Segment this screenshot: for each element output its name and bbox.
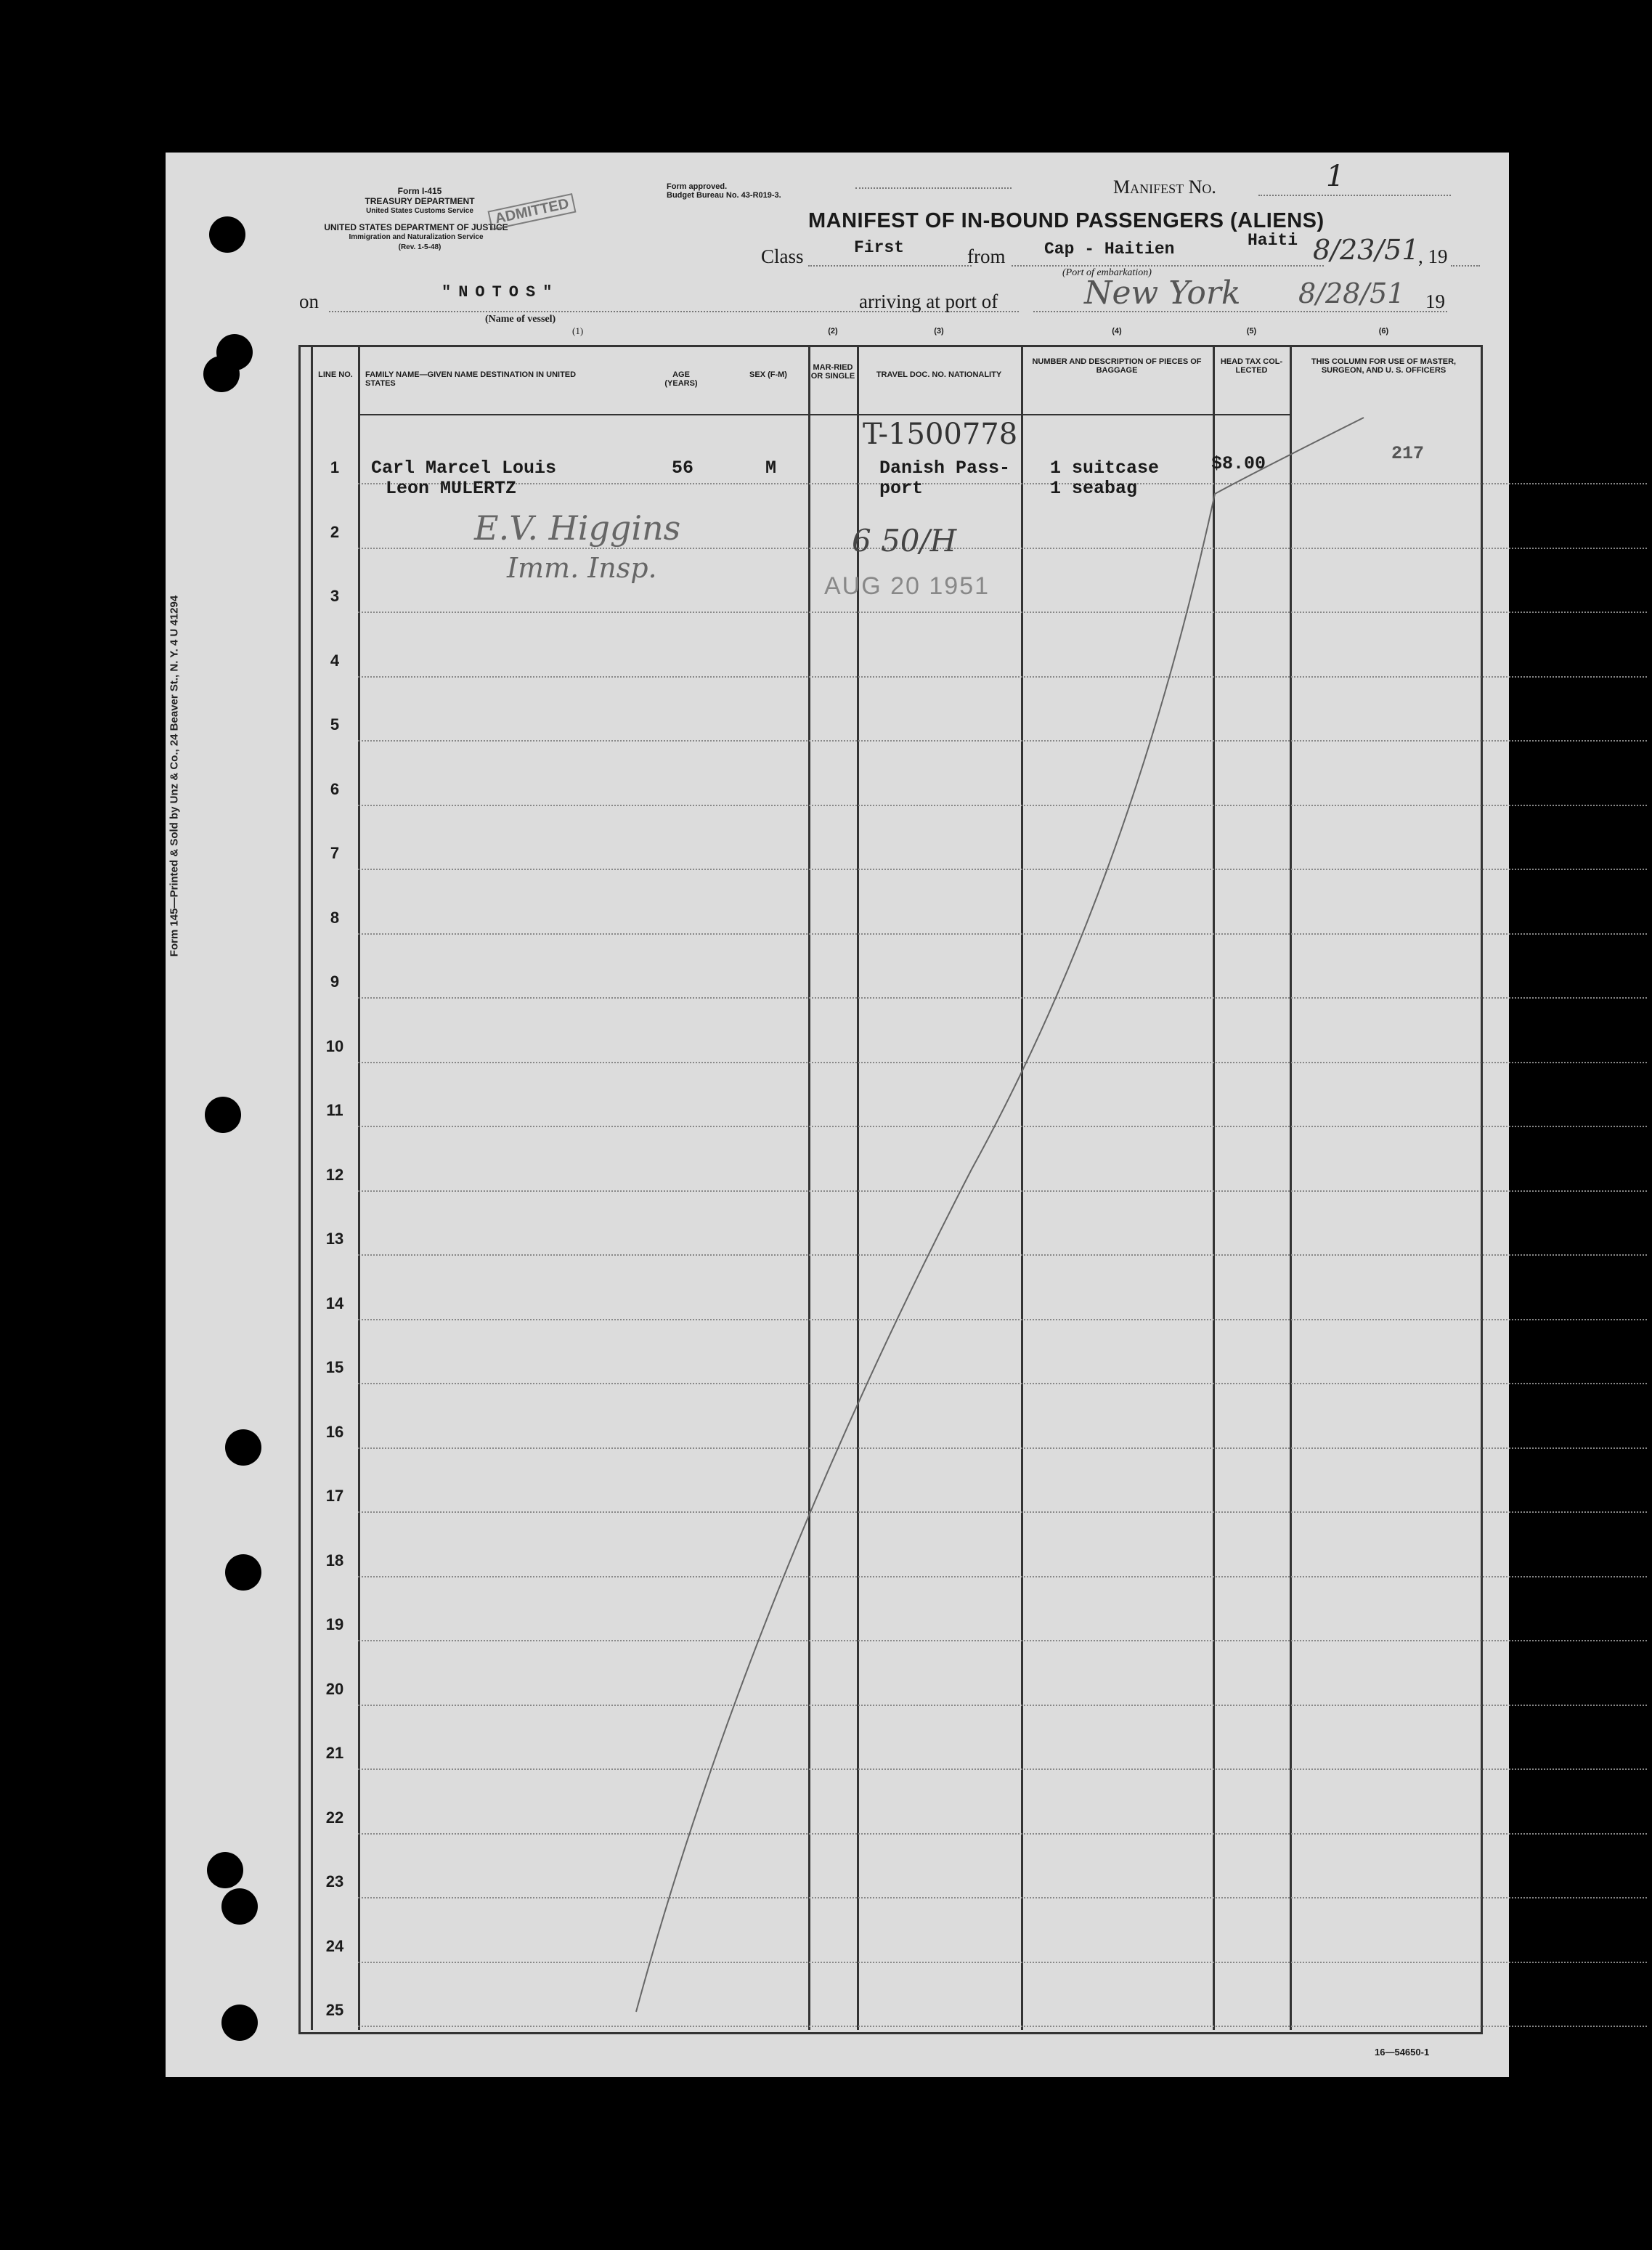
- vessel-caption: (Name of vessel): [485, 314, 556, 325]
- date-stamp: AUG 20 1951: [824, 572, 990, 600]
- col-num-2: (2): [828, 327, 838, 336]
- punch-hole: [203, 356, 240, 392]
- manifest-sheet: [166, 153, 1509, 2077]
- passenger-sex: M: [765, 458, 777, 479]
- col-header-baggage: NUMBER AND DESCRIPTION OF PIECES OF BAGGAGE: [1032, 357, 1202, 375]
- col-header-married: MAR-RIED OR SINGLE: [810, 363, 855, 381]
- form-approved: Form approved.: [667, 182, 728, 191]
- line-number: 17: [325, 1487, 344, 1505]
- line-number: 21: [325, 1744, 344, 1762]
- line-number: 16: [325, 1422, 344, 1441]
- form-number: Form I-415: [397, 186, 442, 196]
- arrival-port: New York: [1084, 275, 1241, 312]
- line-number: 2: [330, 522, 340, 541]
- punch-hole: [209, 216, 245, 253]
- col-header-officers: THIS COLUMN FOR USE OF MASTER, SURGEON, AND U. S. OFFICERS: [1311, 357, 1457, 375]
- punch-hole: [225, 1429, 261, 1466]
- line-number: 9: [330, 972, 340, 991]
- travel-doc-number: T-1500778: [863, 418, 1018, 451]
- line-number: 24: [325, 1936, 344, 1955]
- line-number: 15: [325, 1358, 344, 1376]
- col-num-5: (5): [1246, 327, 1257, 336]
- col-header-age: AGE (YEARS): [664, 370, 698, 388]
- form-footer-code: 16—54650-1: [1375, 2047, 1430, 2058]
- fee-note: 6 50/H: [852, 523, 957, 559]
- officer-mark: 217: [1391, 443, 1425, 464]
- inspector-signature: E.V. Higgins: [474, 508, 681, 548]
- punch-hole: [225, 1554, 261, 1591]
- printer-imprint: Form 145—Printed & Sold by Unz & Co., 24 Beaver St., N. Y. 4 U 41294: [168, 559, 181, 994]
- line-number: 3: [330, 587, 340, 605]
- col-num-6: (6): [1378, 327, 1389, 336]
- treasury-dept: TREASURY DEPARTMENT: [365, 196, 475, 206]
- punch-hole: [221, 1888, 258, 1925]
- line-number: 19: [325, 1615, 344, 1633]
- col-header-name: FAMILY NAME—GIVEN NAME DESTINATION IN UNITED STATES: [365, 370, 577, 388]
- admitted-stamp: ADMITTED: [487, 193, 576, 230]
- punch-hole: [221, 2005, 258, 2041]
- revision: (Rev. 1-5-48): [398, 243, 442, 251]
- line-number: 11: [326, 1101, 343, 1119]
- vessel-col-num: (1): [572, 325, 584, 336]
- col-header-sex: SEX (F-M): [749, 370, 787, 379]
- from-country: Haiti: [1248, 231, 1298, 250]
- arriving-label: arriving at port of: [859, 291, 998, 312]
- line-number: 12: [325, 1165, 344, 1184]
- col-num-4: (4): [1112, 327, 1122, 336]
- budget-bureau: Budget Bureau No. 43-R019-3.: [667, 191, 781, 200]
- nationality-line1: Danish Pass-: [879, 458, 1011, 479]
- from-value: Cap - Haitien: [1044, 240, 1175, 259]
- manifest-title: MANIFEST OF IN-BOUND PASSENGERS (ALIENS): [808, 209, 1325, 232]
- line-number: 20: [325, 1679, 344, 1698]
- line-number: 14: [325, 1293, 344, 1312]
- col-header-head-tax: HEAD TAX COL-LECTED: [1220, 357, 1283, 375]
- line-number: 4: [330, 651, 340, 670]
- line-number: 22: [325, 1808, 344, 1827]
- pencil-strike-line: [166, 153, 1509, 2077]
- line-number: 8: [330, 908, 340, 927]
- justice-dept: UNITED STATES DEPARTMENT OF JUSTICE: [324, 222, 508, 232]
- passenger-age: 56: [672, 458, 694, 479]
- from-date: 8/23/51: [1313, 234, 1420, 266]
- punch-hole: [205, 1097, 241, 1133]
- manifest-no-value: 1: [1326, 160, 1345, 193]
- line-number: 7: [330, 844, 340, 862]
- inspector-title: Imm. Insp.: [507, 552, 657, 584]
- passenger-name-line2: Leon MULERTZ: [386, 478, 517, 499]
- arrival-date: 8/28/51: [1298, 277, 1405, 309]
- customs-service: United States Customs Service: [366, 207, 473, 215]
- punch-hole: [207, 1852, 243, 1888]
- line-number: 25: [325, 2001, 344, 2019]
- line-number: 6: [330, 779, 340, 798]
- year-label-2: 19: [1425, 291, 1445, 312]
- line-number: 18: [325, 1551, 344, 1569]
- year-label: , 19: [1418, 245, 1448, 267]
- passenger-name-line1: Carl Marcel Louis: [371, 458, 557, 479]
- class-value: First: [854, 238, 905, 257]
- line-number: 1: [330, 458, 340, 476]
- nationality-line2: port: [879, 478, 924, 499]
- manifest-no-label: Manifest No.: [1113, 176, 1216, 198]
- col-num-3: (3): [934, 327, 944, 336]
- baggage-line1: 1 suitcase: [1050, 458, 1160, 479]
- col-header-travel-doc: TRAVEL DOC. NO. NATIONALITY: [876, 370, 1002, 379]
- baggage-line2: 1 seabag: [1050, 478, 1138, 499]
- head-tax-amount: $8.00: [1211, 453, 1266, 474]
- on-label: on: [299, 291, 319, 312]
- line-number: 23: [325, 1872, 344, 1890]
- class-label: Class: [761, 245, 804, 267]
- line-number: 10: [325, 1036, 344, 1055]
- from-label: from: [967, 245, 1006, 267]
- vessel-name: "NOTOS": [442, 283, 560, 301]
- col-header-line-no: LINE NO.: [318, 370, 353, 379]
- ins-service: Immigration and Naturalization Service: [349, 233, 484, 241]
- port-embarkation-caption: (Port of embarkation): [1062, 267, 1152, 278]
- line-number: 5: [330, 715, 340, 734]
- line-number: 13: [325, 1230, 344, 1248]
